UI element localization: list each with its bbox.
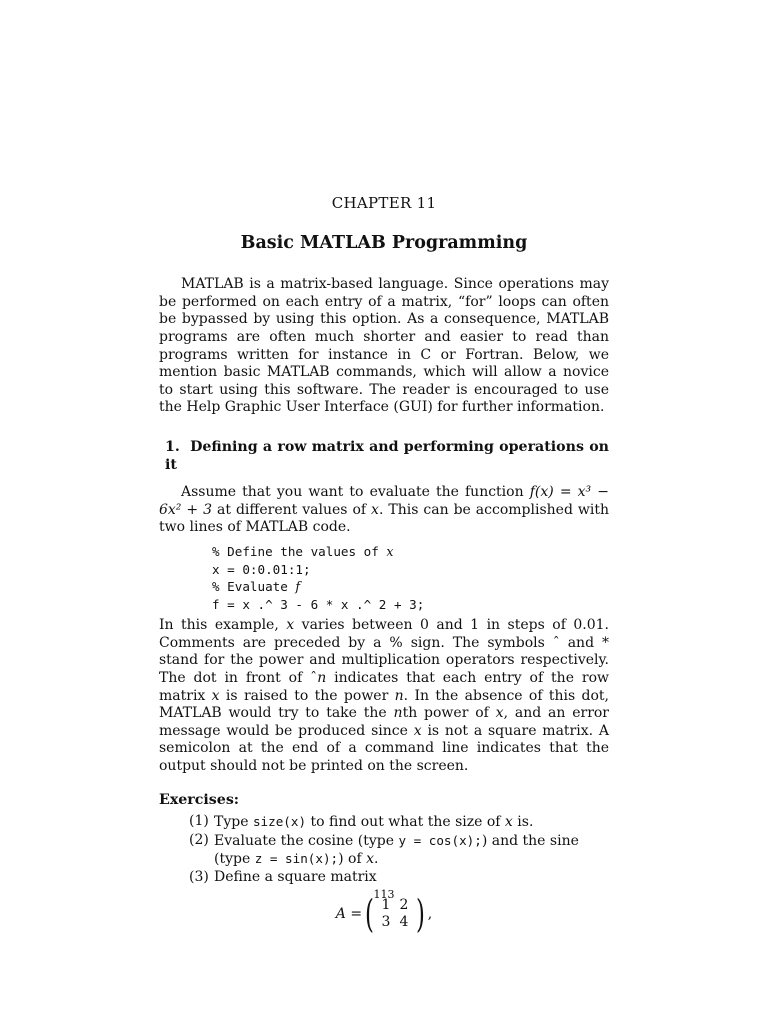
exercises-heading: Exercises: bbox=[159, 791, 240, 808]
math-var: x bbox=[366, 851, 374, 868]
section-heading bbox=[165, 439, 609, 474]
code-line: f = x .^ 3 - 6 * x .^ 2 + 3; bbox=[212, 596, 425, 612]
exercise-item bbox=[189, 869, 609, 887]
text-run: indicates that each entry of the row matrix bbox=[159, 670, 609, 704]
paragraph-explanation bbox=[159, 617, 609, 775]
text-run: varies between 0 and 1 in steps of 0.01. Comments are preceded by a % sign. The symbols ˆ and * stand for the power and multiplication operators respectively. The dot in front of ˆ bbox=[159, 617, 609, 687]
matrix-lhs: A = bbox=[335, 905, 363, 922]
math-var: x bbox=[286, 617, 295, 634]
text-run: . bbox=[374, 851, 379, 868]
math-var: x bbox=[413, 722, 422, 739]
text-run: Assume that you want to evaluate the function bbox=[181, 484, 530, 501]
text-run: . In the absence of this dot, MATLAB would try to take the bbox=[159, 687, 610, 722]
inline-code: y = cos(x); bbox=[398, 832, 482, 848]
text-run: ) of bbox=[338, 851, 367, 868]
inline-code: z = sin(x); bbox=[254, 851, 339, 867]
math-var: f bbox=[295, 579, 301, 595]
matrix-entries bbox=[377, 897, 413, 931]
math-var: n bbox=[317, 670, 327, 687]
math-var: x bbox=[371, 501, 379, 518]
math-var: x bbox=[495, 705, 504, 722]
page-content bbox=[159, 194, 610, 936]
exercise-list bbox=[189, 813, 609, 886]
text-run: is raised to the power bbox=[219, 687, 395, 704]
text-run: is not a square matrix. A semicolon at the end of a command line indicates that the output should not be printed on the screen. bbox=[159, 722, 610, 775]
text-run: th power of bbox=[402, 705, 496, 722]
function-formula: f(x) = x³ − 6x² + 3 bbox=[159, 484, 609, 518]
matrix-trailing: , bbox=[427, 905, 433, 922]
text-run: at different values of bbox=[212, 501, 372, 518]
chapter-title: Basic MATLAB Programming bbox=[240, 232, 528, 253]
code-line: x = 0:0.01:1; bbox=[212, 561, 311, 577]
section-number: 1. bbox=[165, 438, 180, 455]
exercise-number: (2) bbox=[189, 831, 209, 848]
math-var: x bbox=[386, 543, 394, 559]
exercise-number: (3) bbox=[189, 869, 209, 885]
left-paren: ( bbox=[365, 891, 374, 936]
math-var: n bbox=[393, 705, 403, 722]
exercise-item bbox=[189, 813, 609, 832]
intro-paragraph: MATLAB is a matrix-based language. Since operations may be performed on each entry of a matrix, “for” loops can often be bypassed by using this option. As a consequence, MATLAB programs are often much shorter and easier to read than programs written for instance in C or Fortran. Below, we mention basic MATLAB commands, which will allow a novice to start using this software. The reader is encouraged to use the Help Graphic User Interface (GUI) for further information. bbox=[159, 276, 609, 416]
matrix-entry: 3 bbox=[381, 913, 391, 930]
right-paren: ) bbox=[415, 891, 425, 936]
text-run: is. bbox=[512, 814, 534, 831]
matrix-entry: 1 bbox=[381, 896, 391, 913]
text-run: Type bbox=[214, 814, 253, 831]
code-text: % Define the values of bbox=[212, 543, 387, 559]
paragraph-function bbox=[159, 484, 609, 537]
text-run: In this example, bbox=[159, 617, 287, 634]
code-text: % Evaluate bbox=[212, 579, 296, 595]
inline-code: size(x) bbox=[252, 814, 307, 830]
text-run: to find out what the size of bbox=[306, 814, 505, 831]
section-title: Defining a row matrix and performing operations on it bbox=[165, 438, 609, 473]
code-line bbox=[212, 543, 609, 561]
exercise-number: (1) bbox=[189, 813, 209, 830]
matrix-entry: 2 bbox=[399, 896, 409, 913]
code-block bbox=[212, 543, 609, 613]
text-run: . This can be accomplished with two lines of MATLAB code. bbox=[159, 501, 609, 536]
math-var: x bbox=[504, 814, 513, 831]
chapter-label: CHAPTER 11 bbox=[331, 194, 437, 212]
page-number: 113 bbox=[373, 888, 395, 901]
text-run: , and an error message would be produced since bbox=[159, 705, 610, 739]
matrix-entry: 4 bbox=[399, 913, 409, 930]
math-var: n bbox=[394, 687, 404, 704]
code-line bbox=[212, 578, 609, 596]
exercise-item bbox=[189, 832, 609, 869]
text-run: Evaluate the cosine (type bbox=[214, 832, 399, 849]
text-run: Define a square matrix bbox=[214, 869, 377, 885]
text-run: ) and the sine (type bbox=[214, 832, 579, 868]
math-var: x bbox=[211, 687, 220, 704]
